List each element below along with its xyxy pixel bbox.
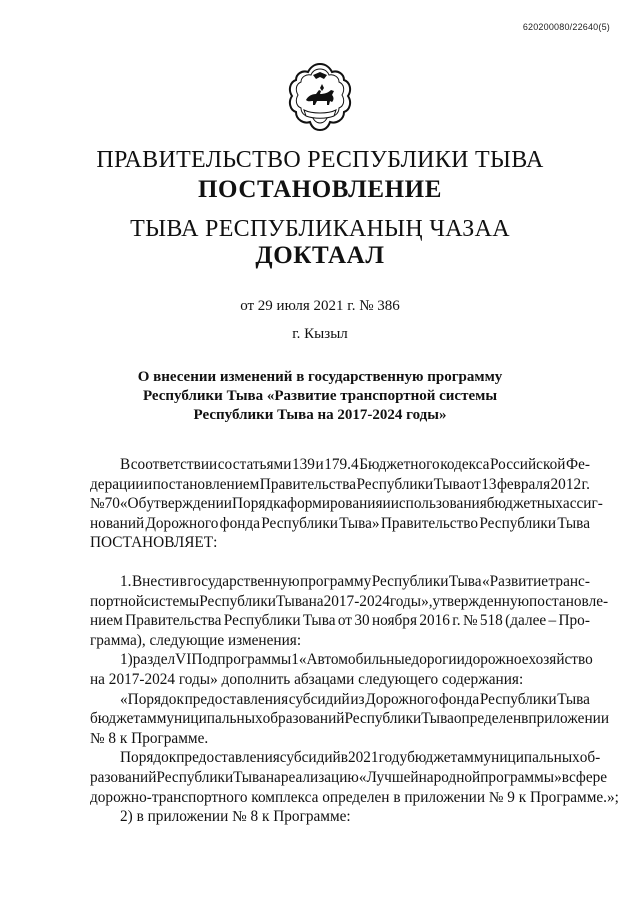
text-line: 2) в приложении № 8 к Программе: <box>120 808 351 826</box>
government-name-ru: ПРАВИТЕЛЬСТВО РЕСПУБЛИКИ ТЫВА <box>96 147 544 173</box>
document-code: 620200080/22640(5) <box>522 22 610 32</box>
text-line: разований Республики Тыва на реализацию «Лучшей народной программы» в сфере <box>90 768 608 786</box>
document-date-number: от 29 июля 2021 г. № 386 <box>240 298 400 314</box>
subject-line: О внесении изменений в государственную программу <box>137 369 503 385</box>
government-name-tyv: ТЫВА РЕСПУБЛИКАНЫҢ ЧАЗАА <box>130 216 510 242</box>
text-line: 1. Внести в государственную программу Республики Тыва «Развитие транс- <box>120 573 590 590</box>
amendments-section <box>90 572 619 827</box>
preamble-paragraph <box>90 455 603 553</box>
document-type-tyv: ДОКТААЛ <box>255 242 385 269</box>
text-line: нием Правительства Республики Тыва от 30 ноября 2016 г. № 518 (далее – Про- <box>90 612 590 630</box>
document-city: г. Кызыл <box>292 326 348 342</box>
emblem-icon <box>286 60 354 132</box>
text-line: № 70 «Об утверждении Порядка формирования и использования бюджетных ассиг- <box>90 495 603 513</box>
text-line: на 2017-2024 годы» дополнить абзацами следующего содержания: <box>90 670 524 688</box>
document-subject <box>100 368 540 425</box>
subject-line: Республики Тыва на 2017-2024 годы» <box>193 407 447 423</box>
text-line: дерации и постановлением Правительства Республики Тыва от 13 февраля 2012 г. <box>90 475 590 493</box>
text-line: бюджетам муниципальных образований Республики Тыва определен в приложении <box>90 710 610 728</box>
text-line: № 8 к Программе. <box>90 729 209 747</box>
text-line: портной системы Республики Тыва на 2017-2024 годы», утвержденную постановле- <box>90 592 609 610</box>
text-line: грамма), следующие изменения: <box>90 631 302 649</box>
text-line: 1) раздел VI Подпрограммы 1 «Автомобильные дороги и дорожное хозяйство <box>120 651 593 669</box>
text-line: дорожно-транспортного комплекса определен в приложении № 9 к Программе.»; <box>90 788 619 806</box>
text-line: ПОСТАНОВЛЯЕТ: <box>90 534 218 552</box>
text-line: Порядок предоставления субсидий в 2021 году бюджетам муниципальных об- <box>120 749 601 767</box>
subject-line: Республики Тыва «Развитие транспортной системы <box>142 388 498 404</box>
text-line: нований Дорожного фонда Республики Тыва» Правительство Республики Тыва <box>90 514 590 532</box>
text-line: В соответствии со статьями 139 и 179.4 Бюджетного кодекса Российской Фе- <box>120 456 590 473</box>
document-type-ru: ПОСТАНОВЛЕНИЕ <box>197 176 443 203</box>
text-line: «Порядок предоставления субсидий из Дорожного фонда Республики Тыва <box>120 690 590 708</box>
